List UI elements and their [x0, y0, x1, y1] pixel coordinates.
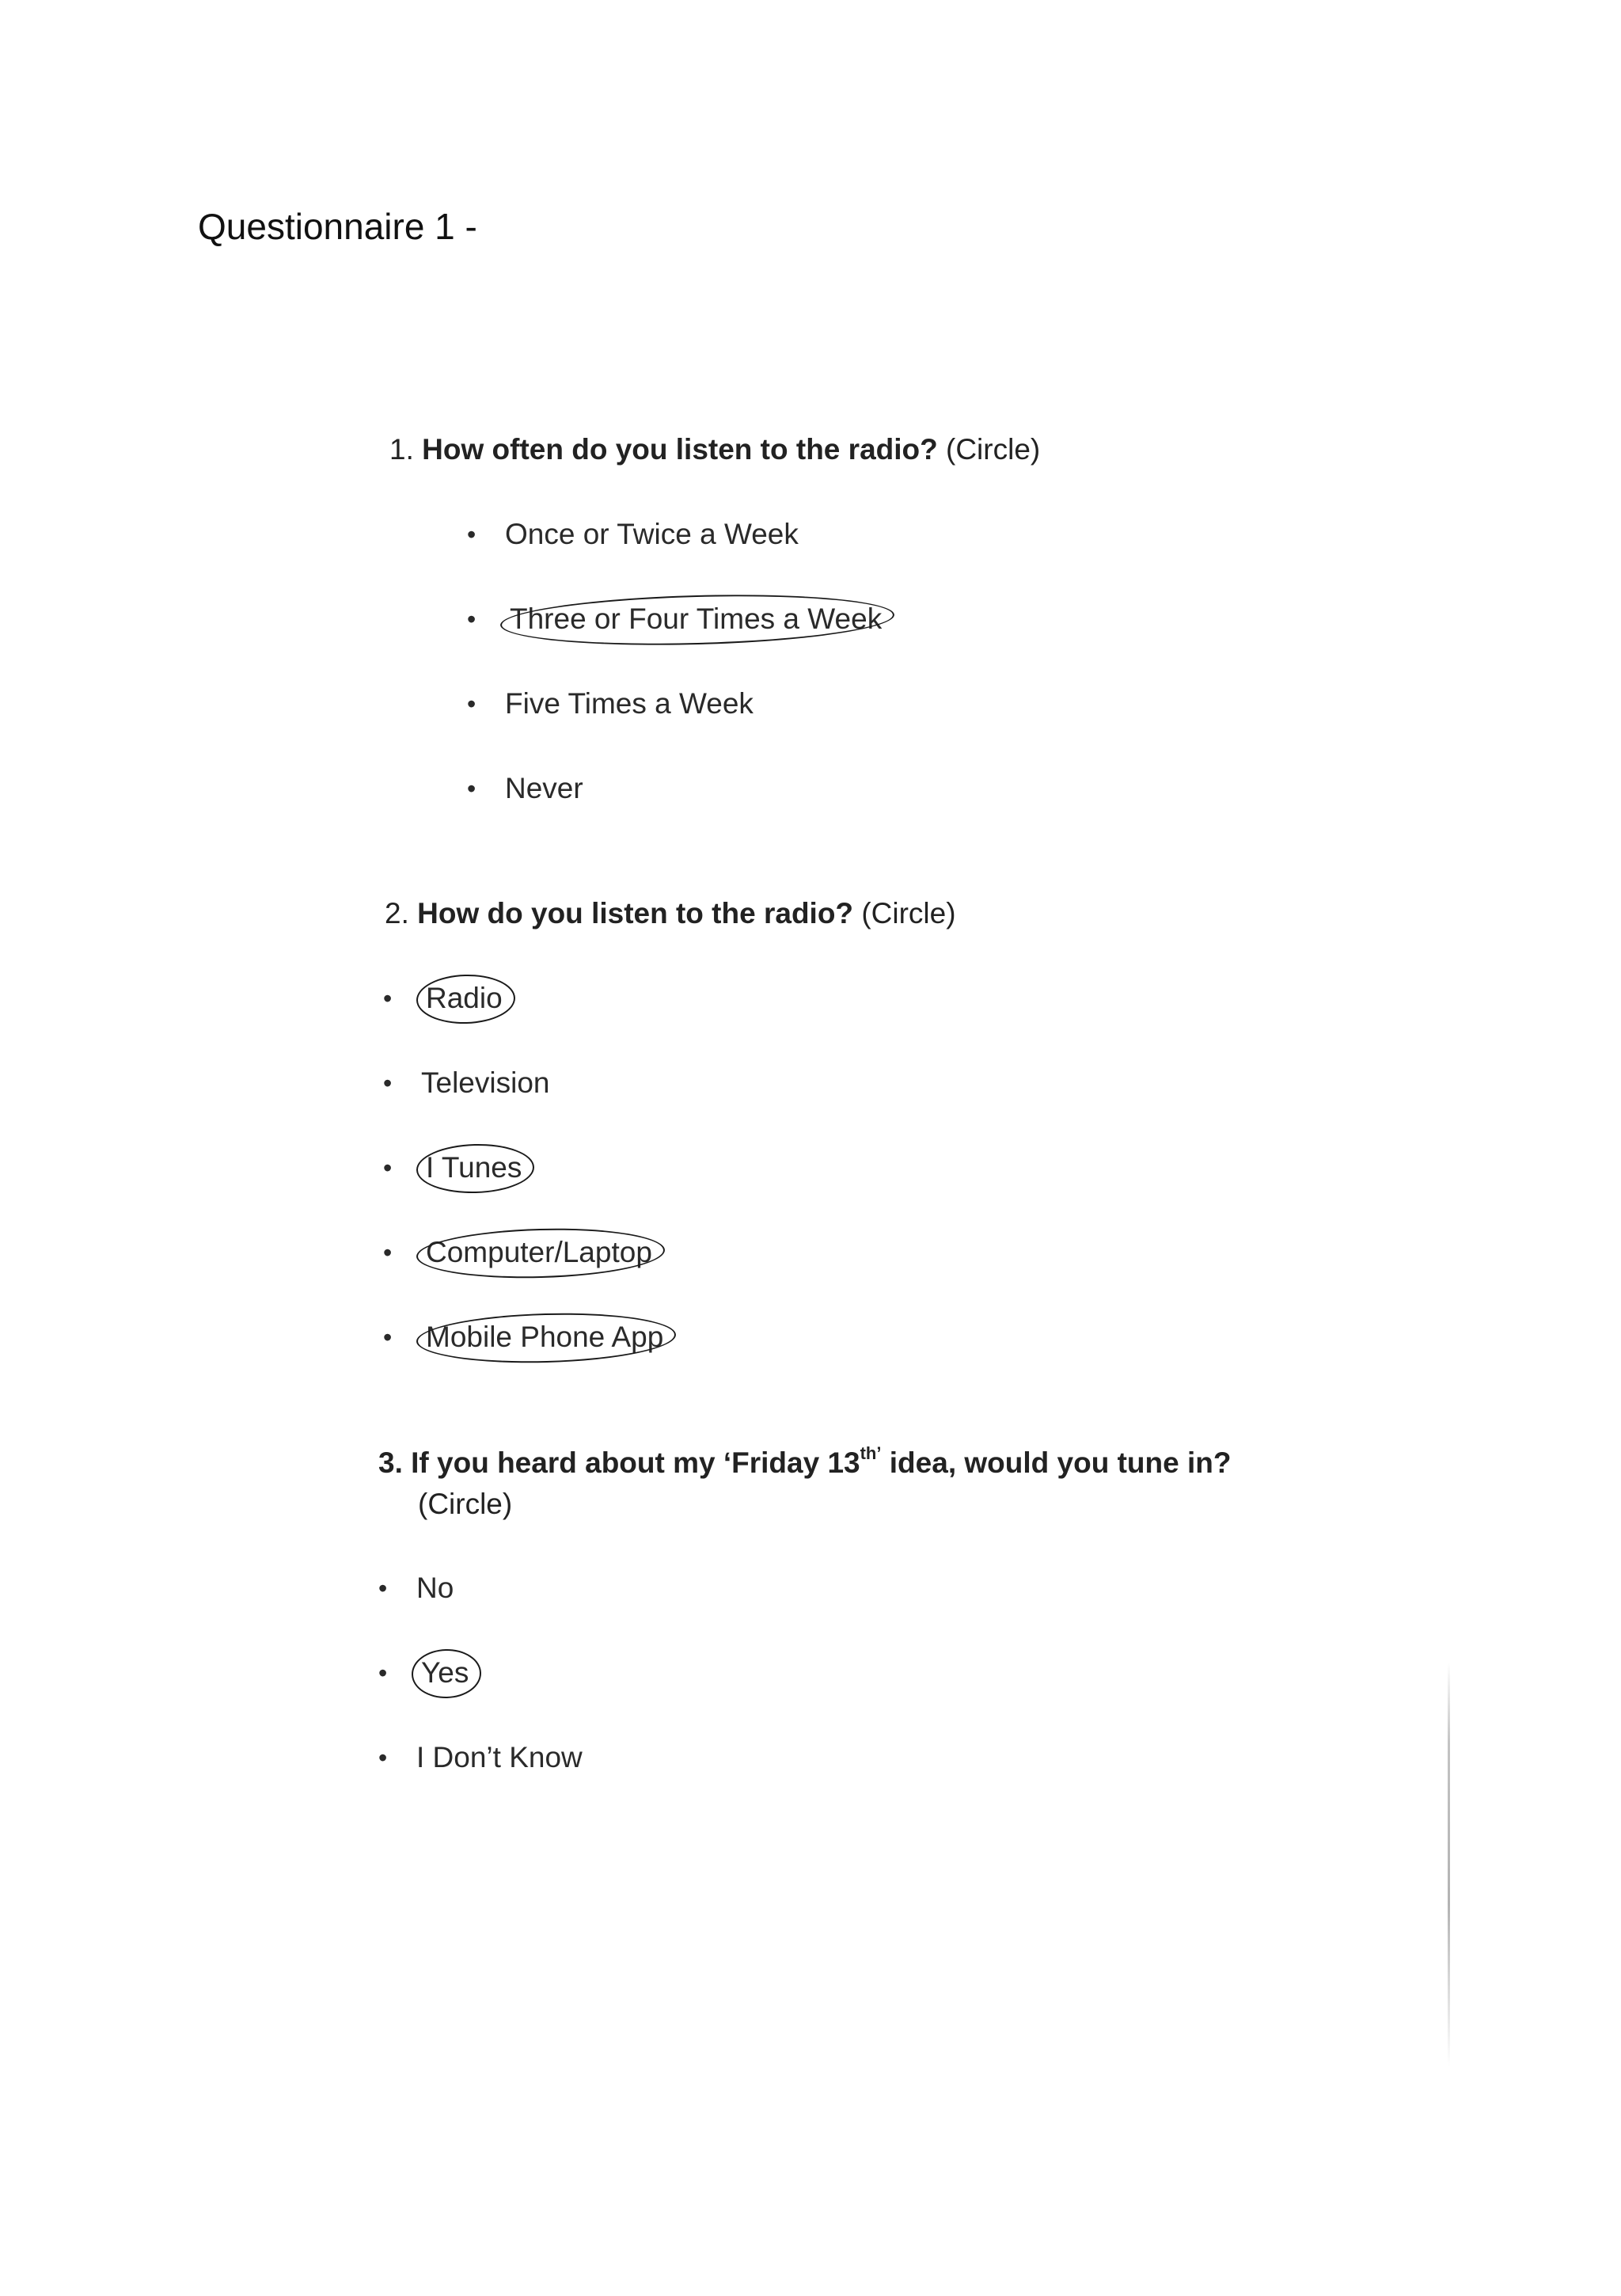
question-3 — [378, 1443, 1231, 1484]
bullet-icon: • — [378, 1574, 388, 1602]
question-number: 1. — [389, 433, 414, 466]
option-label: Television — [421, 1066, 550, 1099]
option-label: I Tunes — [421, 1147, 526, 1188]
option-label: Radio — [421, 978, 507, 1019]
bullet-icon: • — [378, 1659, 388, 1687]
bullet-icon: • — [383, 1069, 393, 1097]
question-text-part: If you heard about my ‘Friday 13 — [411, 1446, 860, 1479]
question-1 — [389, 429, 1040, 470]
bullet-icon: • — [467, 605, 476, 633]
question-number: 2. — [385, 897, 409, 929]
option-label: Never — [505, 772, 583, 804]
scan-edge-line — [1448, 1663, 1450, 2066]
option-label: Computer/Laptop — [421, 1232, 657, 1273]
bullet-icon: • — [383, 1154, 393, 1182]
option-label: Once or Twice a Week — [505, 518, 799, 550]
question-hint: (Circle) — [861, 897, 956, 929]
bullet-icon: • — [378, 1743, 388, 1772]
bullet-icon: • — [467, 520, 476, 549]
option-label: Mobile Phone App — [421, 1317, 668, 1358]
question-text — [411, 1443, 1232, 1479]
question-text-part: idea, would you tune in? — [881, 1446, 1232, 1479]
question-text: How often do you listen to the radio? — [422, 433, 938, 466]
option-label: Yes — [416, 1652, 473, 1693]
question-text: How do you listen to the radio? — [417, 897, 854, 929]
option-label: I Don’t Know — [416, 1741, 583, 1773]
question-hint: (Circle) — [418, 1488, 513, 1520]
bullet-icon: • — [383, 984, 393, 1013]
question-number: 3. — [378, 1446, 403, 1479]
question-text-superscript: th’ — [860, 1443, 882, 1463]
option-label: Five Times a Week — [505, 687, 754, 720]
question-hint: (Circle) — [946, 433, 1041, 466]
page-title: Questionnaire 1 - — [198, 206, 477, 247]
question-2 — [385, 893, 956, 934]
bullet-icon: • — [383, 1238, 393, 1267]
bullet-icon: • — [467, 774, 476, 803]
option-label: Three or Four Times a Week — [505, 599, 886, 640]
bullet-icon: • — [383, 1323, 393, 1351]
bullet-icon: • — [467, 690, 476, 718]
option-label: No — [416, 1572, 454, 1604]
